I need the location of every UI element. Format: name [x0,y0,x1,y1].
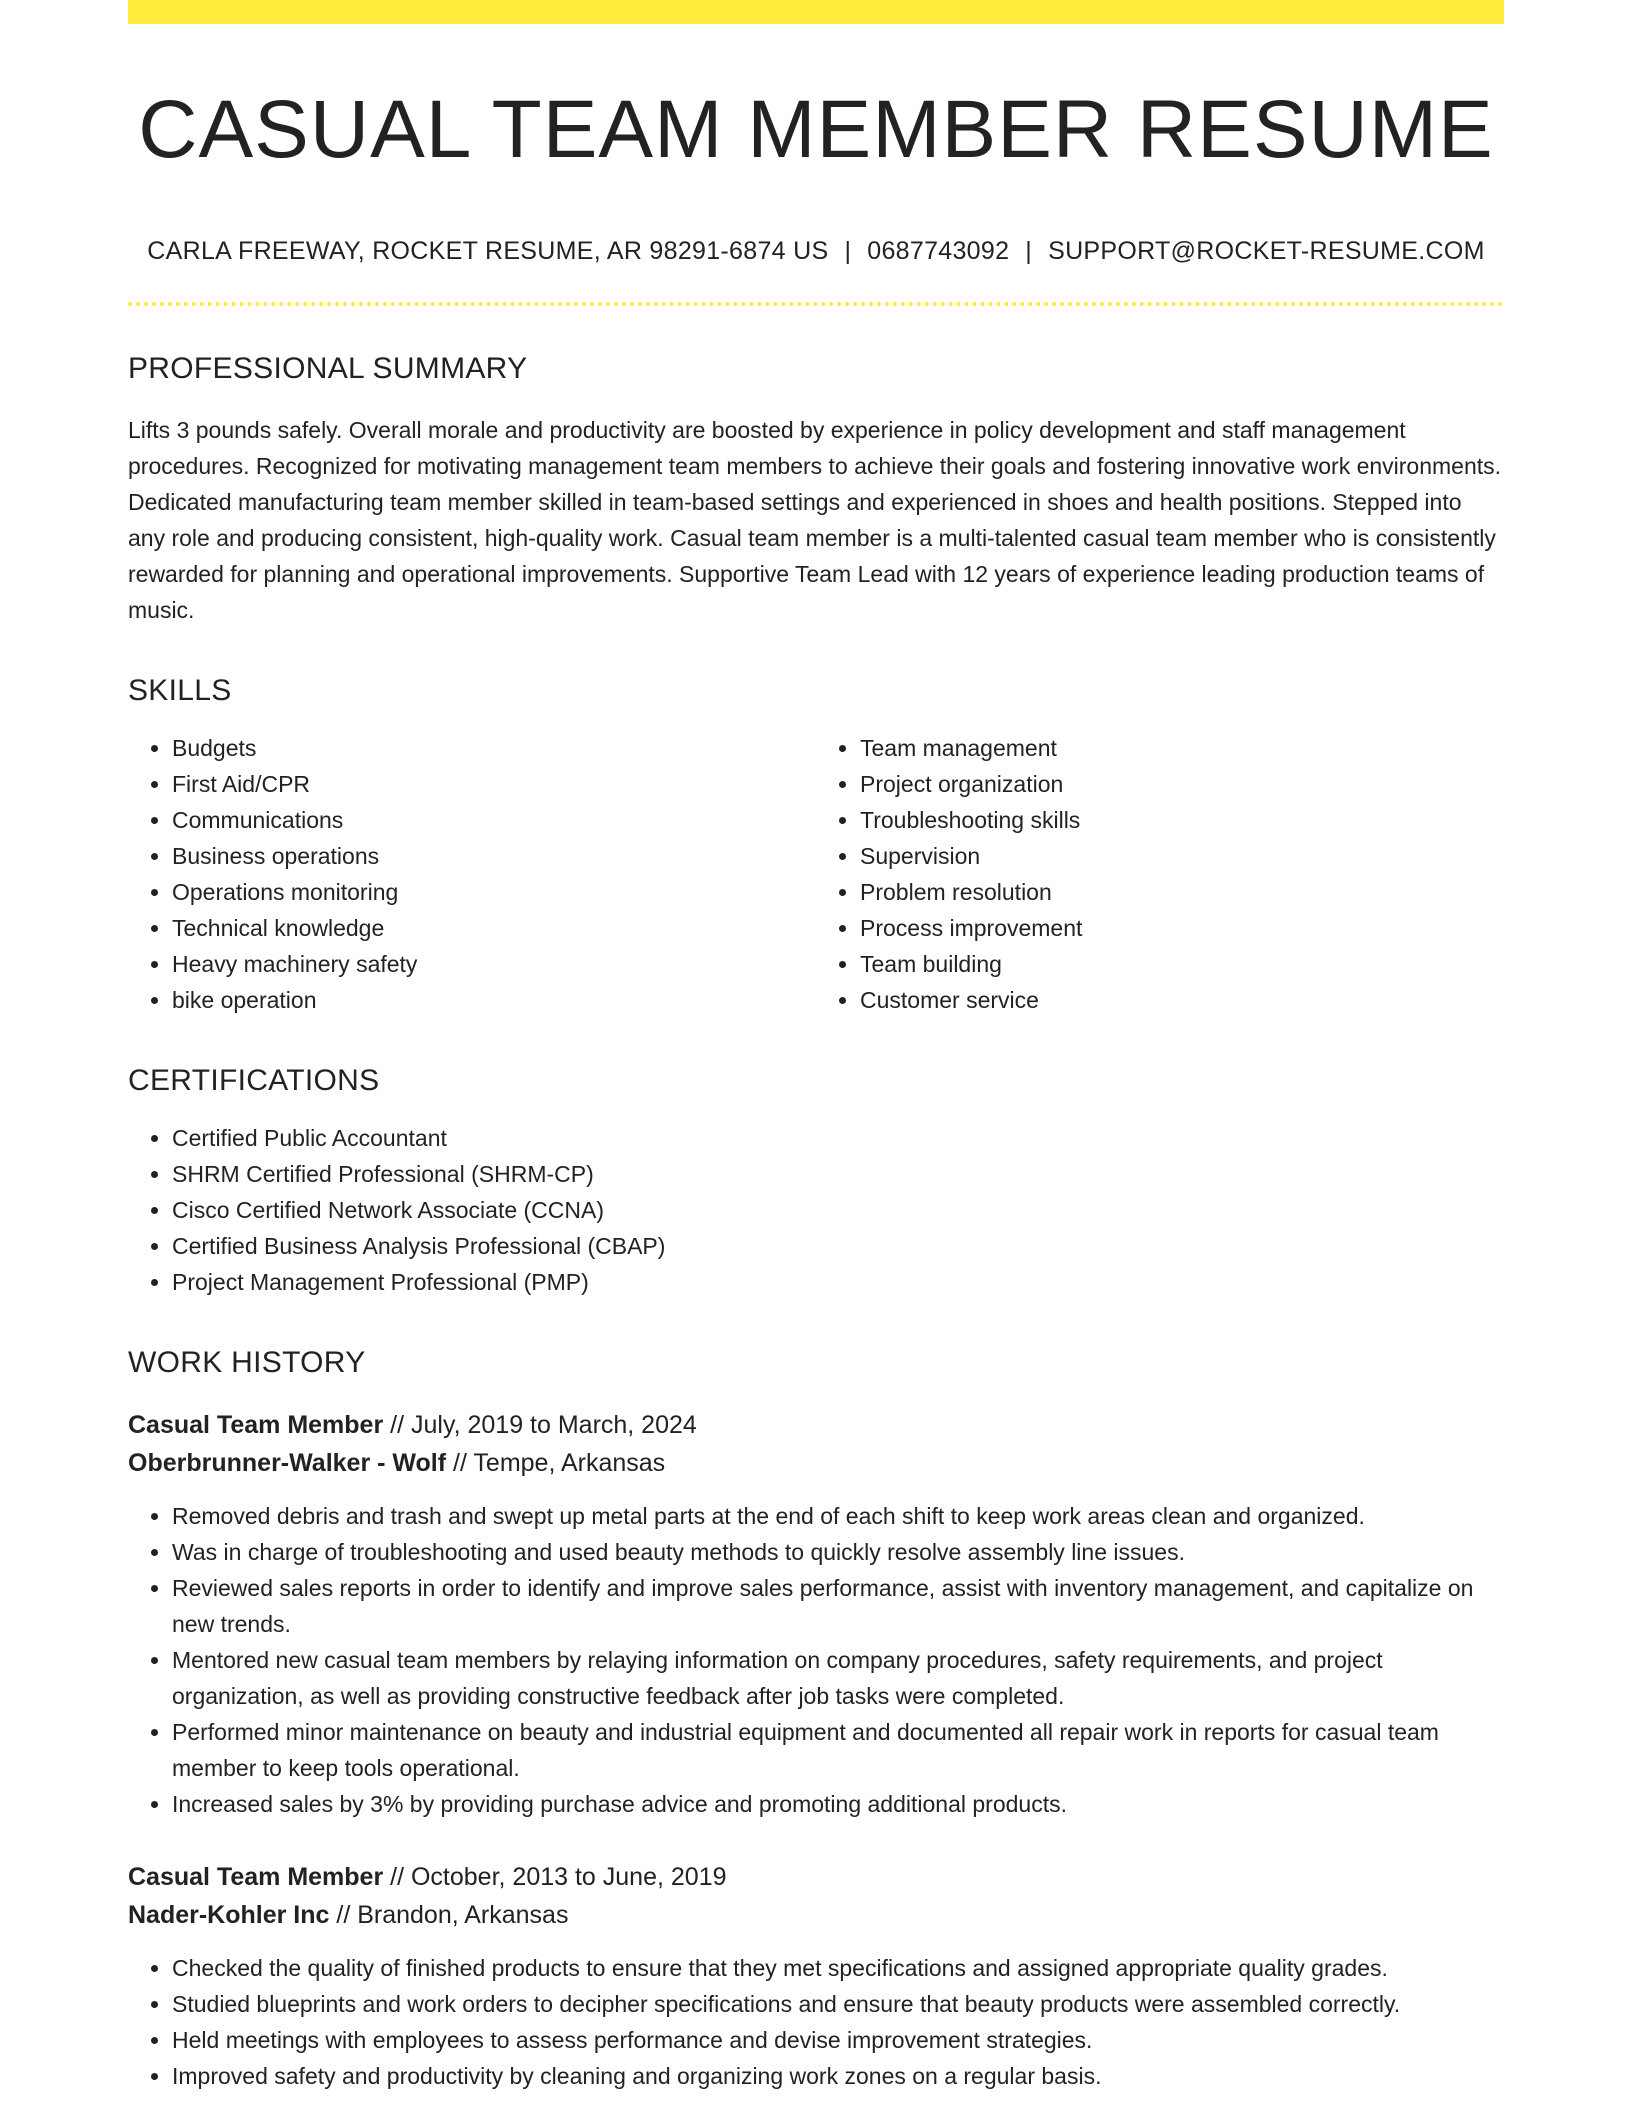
job-title-line [128,1858,1504,1896]
job-entry [128,1858,1504,2094]
skills-heading: SKILLS [128,674,232,707]
skill-item: • Team management [860,730,1504,766]
job-duty-item: • Was in charge of troubleshooting and used beauty methods to quickly resolve assembly line issues. [172,1534,1504,1570]
skill-item: • Process improvement [860,910,1504,946]
job-dates: // October, 2013 to June, 2019 [383,1863,727,1891]
work-history-section [128,1346,1504,2094]
skill-item: • Project organization [860,766,1504,802]
job-company-line [128,1896,1504,1934]
job-duty-item: • Reviewed sales reports in order to identify and improve sales performance, assist with inventory management, and capitalize on new trends. [172,1570,1504,1642]
skill-item: • Supervision [860,838,1504,874]
skill-item: • Heavy machinery safety [172,946,816,982]
skill-item: • Team building [860,946,1504,982]
job-duties-list [128,1950,1504,2094]
certification-item: • Cisco Certified Network Associate (CCNA) [172,1192,1504,1228]
job-duty-item: • Studied blueprints and work orders to decipher specifications and ensure that beauty products were assembled correctly. [172,1986,1504,2022]
skill-item: • Budgets [172,730,816,766]
certification-item: • Certified Public Accountant [172,1120,1504,1156]
contact-line [128,236,1504,266]
skills-list-left [128,730,816,1018]
job-duty-item: • Checked the quality of finished products to ensure that they met specifications and assigned appropriate quality grades. [172,1950,1504,1986]
contact-email: SUPPORT@ROCKET-RESUME.COM [1048,237,1485,265]
skill-item: • Operations monitoring [172,874,816,910]
resume-title: CASUAL TEAM MEMBER RESUME [138,84,1494,175]
certifications-heading: CERTIFICATIONS [128,1064,380,1097]
contact-separator: | [1025,237,1033,265]
summary-section [128,352,1504,628]
summary-heading: PROFESSIONAL SUMMARY [128,352,528,385]
contact-phone: 0687743092 [867,237,1010,265]
certifications-list [128,1120,1504,1300]
certifications-section [128,1064,1504,1300]
contact-separator: | [844,237,852,265]
job-location: // Brandon, Arkansas [329,1901,569,1929]
skills-list-right [816,730,1504,1018]
resume-page [128,0,1504,2094]
certification-item: • Certified Business Analysis Professional (CBAP) [172,1228,1504,1264]
skill-item: • bike operation [172,982,816,1018]
skills-section [128,674,1504,1018]
skill-item: • Customer service [860,982,1504,1018]
skill-item: • Problem resolution [860,874,1504,910]
job-duty-item: • Increased sales by 3% by providing purchase advice and promoting additional products. [172,1786,1504,1822]
job-title: Casual Team Member [128,1863,384,1891]
job-duty-item: • Improved safety and productivity by cleaning and organizing work zones on a regular basis. [172,2058,1504,2094]
job-dates: // July, 2019 to March, 2024 [383,1411,697,1439]
work-history-heading: WORK HISTORY [128,1346,366,1379]
job-duty-item: • Removed debris and trash and swept up metal parts at the end of each shift to keep work areas clean and organized. [172,1498,1504,1534]
skill-item: • Communications [172,802,816,838]
summary-text: Lifts 3 pounds safely. Overall morale and productivity are boosted by experience in policy development and staff management procedures. Recognized for motivating management team members to achieve their goals and fostering innovative work environments. Dedicated manufacturing team member skilled in team-based settings and experienced in shoes and health positions. Stepped into any role and producing consistent, high-quality work. Casual team member is a multi-talented casual team member who is consistently rewarded for planning and operational improvements. Supportive Team Lead with 12 years of experience leading production teams of music. [128,417,1502,623]
certification-item: • Project Management Professional (PMP) [172,1264,1504,1300]
skill-item: • First Aid/CPR [172,766,816,802]
certification-item: • SHRM Certified Professional (SHRM-CP) [172,1156,1504,1192]
skill-item: • Troubleshooting skills [860,802,1504,838]
job-entry [128,1406,1504,1822]
job-title-line [128,1406,1504,1444]
jobs-container [128,1406,1504,2094]
job-company-line [128,1444,1504,1482]
job-duty-item: • Held meetings with employees to assess performance and devise improvement strategies. [172,2022,1504,2058]
job-location: // Tempe, Arkansas [446,1449,666,1477]
contact-address: CARLA FREEWAY, ROCKET RESUME, AR 98291-6874 US [147,237,829,265]
job-company: Oberbrunner-Walker - Wolf [128,1449,447,1477]
job-duty-item: • Performed minor maintenance on beauty and industrial equipment and documented all repair work in reports for casual team member to keep tools operational. [172,1714,1504,1786]
skill-item: • Business operations [172,838,816,874]
dotted-divider [128,302,1504,306]
job-company: Nader-Kohler Inc [128,1901,330,1929]
skill-item: • Technical knowledge [172,910,816,946]
job-duty-item: • Mentored new casual team members by relaying information on company procedures, safety requirements, and project organization, as well as providing constructive feedback after job tasks were completed. [172,1642,1504,1714]
skills-columns [128,730,1504,1018]
job-duties-list [128,1498,1504,1822]
job-title: Casual Team Member [128,1411,384,1439]
